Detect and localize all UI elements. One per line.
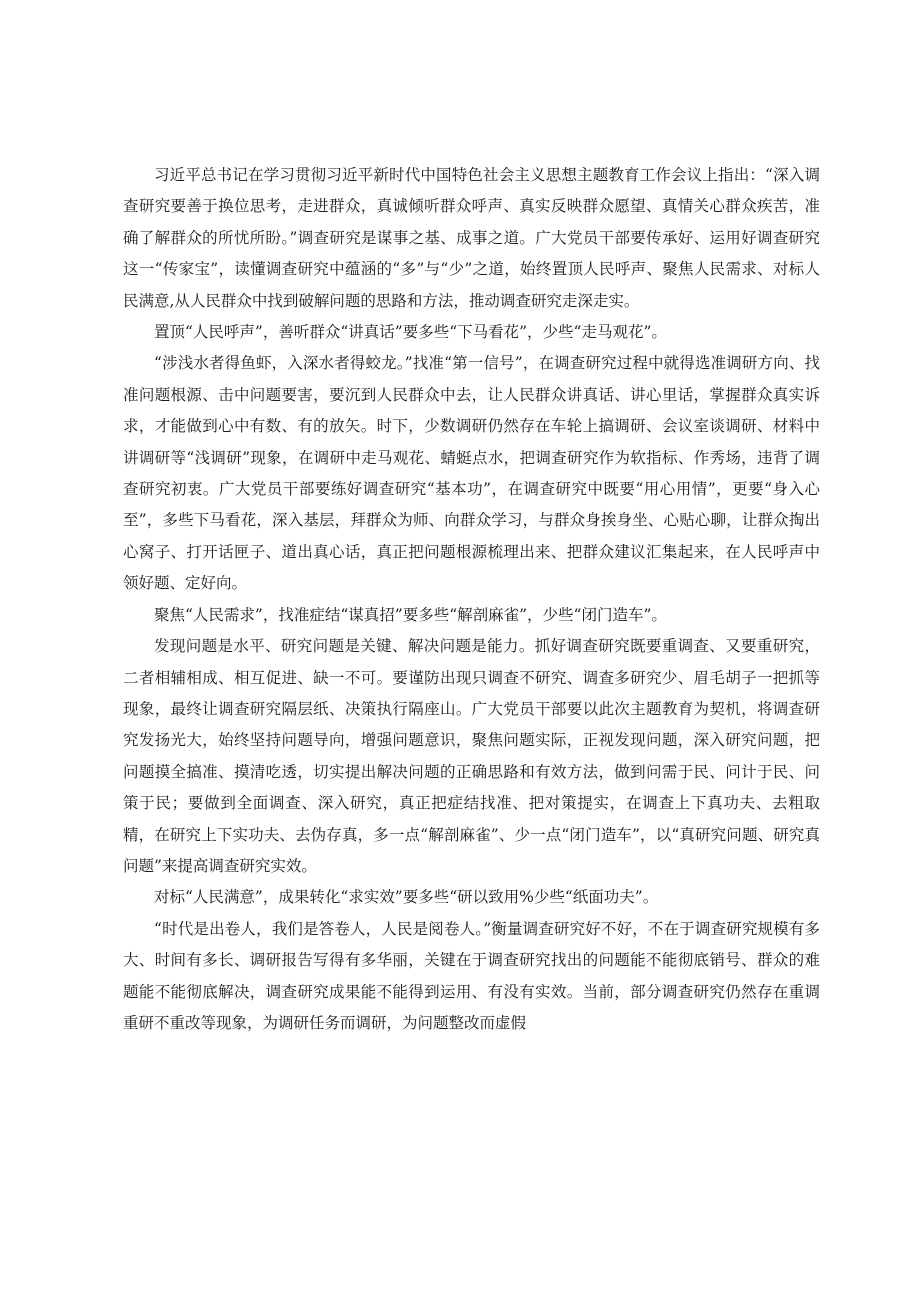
section-heading-people-needs: 聚焦“人民需求”，找准症结“谋真招”要多些“解剖麻雀”，少些“闭门造车”。 (154, 605, 667, 624)
paragraph-intro: 习近平总书记在学习贯彻习近平新时代中国特色社会主义思想主题教育工作会议上指出：“深入调查研究要善于换位思考，走进群众，真诚倾听群众呼声、真实反映群众愿望、真情关心群众疾苦，准确了解群众的所忧所盼。”调查研究是谋事之基、成事之道。广大党员干部要传承好、运用好调查研究这一“传家宝”，读懂调查研究中蕴涵的“多”与“少”之道，始终置顶人民呼声、聚焦人民需求、对标人民满意,从人民群众中找到破解问题的思路和方法，推动调查研究走深走实。 (123, 166, 820, 310)
section-heading-people-voice: 置顶“人民呼声”，善听群众“讲真话”要多些“下马看花”，少些“走马观花”。 (154, 323, 667, 342)
section-heading-people-satisfaction: 对标“人民满意”，成果转化“求实效”要多些“研以致用%少些“纸面功夫”。 (154, 888, 659, 907)
paragraph-people-satisfaction: “时代是出卷人，我们是答卷人，人民是阅卷人。”衡量调查研究好不好，不在于调查研究规模有多大、时间有多长、调研报告写得有多华丽，关键在于调查研究找出的问题能不能彻底销号、群众的难题能不能彻底解决，调查研究成果能不能得到运用、有没有实效。当前，部分调查研究仍然存在重调重研不重改等现象，为调研任务而调研，为问题整改而虚假 (123, 919, 820, 1032)
paragraph-people-voice: “涉浅水者得鱼虾，入深水者得蛟龙。”找准“第一信号”，在调查研究过程中就得选准调研方向、找准问题根源、击中问题要害，要沉到人民群众中去，让人民群众讲真话、讲心里话，掌握群众真实诉求，才能做到心中有数、有的放矢。时下，少数调研仍然存在车轮上搞调研、会议室谈调研、材料中讲调研等“浅调研”现象，在调研中走马观花、蜻蜓点水，把调查研究作为软指标、作秀场，违背了调查研究初衷。广大党员干部要练好调查研究“基本功”，在调查研究中既要“用心用情”，更要“身入心至”，多些下马看花，深入基层，拜群众为师、向群众学习，与群众身挨身坐、心贴心聊，让群众掏出心窝子、打开话匣子、道出真心话，真正把问题根源梳理出来、把群众建议汇集起来，在人民呼声中领好题、定好向。 (123, 354, 820, 593)
document-body (123, 160, 820, 1039)
paragraph-people-needs: 发现问题是水平、研究问题是关键、解决问题是能力。抓好调查研究既要重调查、又要重研究，二者相辅相成、相互促进、缺一不可。要谨防出现只调查不研究、调查多研究少、眉毛胡子一把抓等现象，最终让调查研究隔层纸、决策执行隔座山。广大党员干部要以此次主题教育为契机，将调查研究发扬光大，始终坚持问题导向，增强问题意识，聚焦问题实际，正视发现问题，深入研究问题，把问题摸全搞准、摸清吃透，切实提出解决问题的正确思路和有效方法，做到问需于民、问计于民、问策于民；要做到全面调查、深入研究，真正把症结找准、把对策提实，在调查上下真功夫、去粗取精，在研究上下实功夫、去伪存真，多一点“解剖麻雀”、少一点“闭门造车”，以“真研究问题、研究真问题”来提高调查研究实效。 (123, 637, 820, 875)
